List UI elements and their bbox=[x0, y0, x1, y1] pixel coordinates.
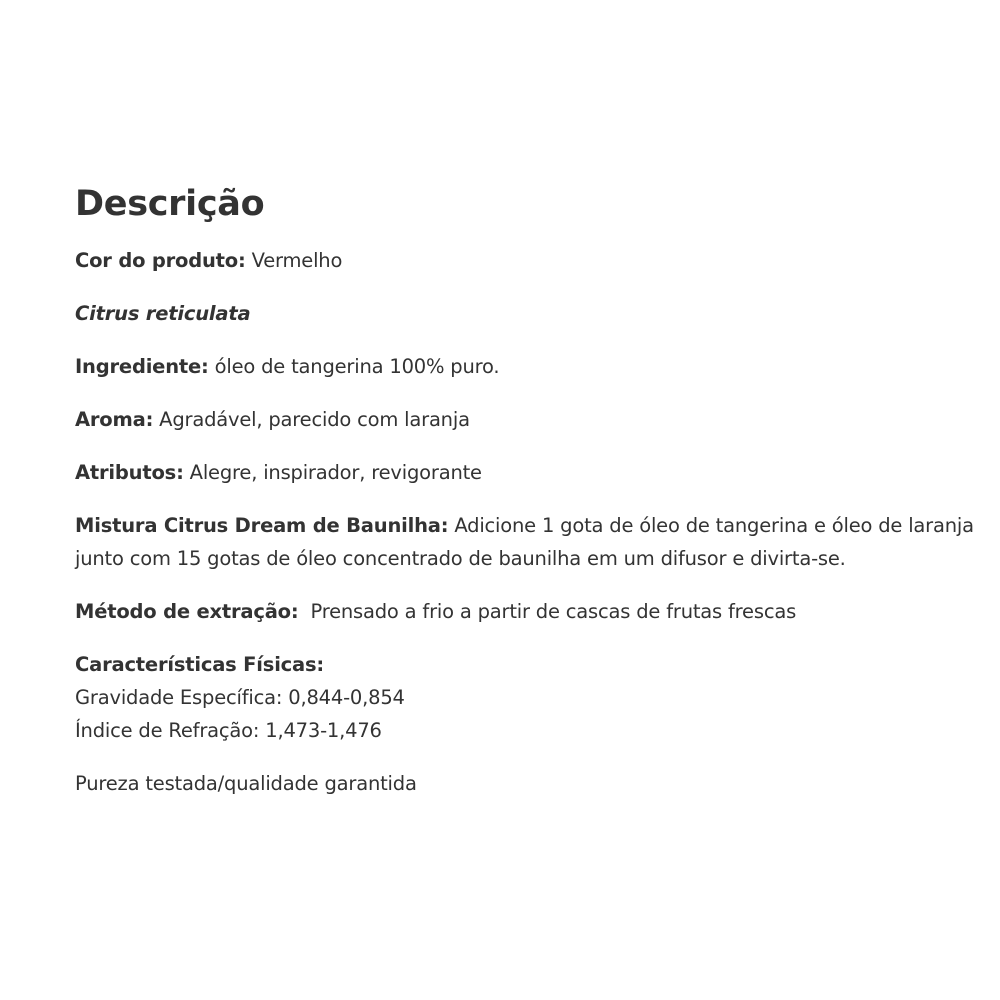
attributes-value: Alegre, inspirador, revigorante bbox=[183, 461, 482, 484]
extraction-method-label: Método de extração: bbox=[75, 600, 299, 623]
blend-recipe-label: Mistura Citrus Dream de Baunilha: bbox=[75, 514, 449, 537]
refraction-index: Índice de Refração: 1,473-1,476 bbox=[75, 719, 382, 742]
attributes bbox=[75, 456, 975, 489]
blend-recipe bbox=[75, 509, 975, 575]
product-description bbox=[75, 178, 975, 820]
aroma bbox=[75, 403, 975, 436]
product-color-value: Vermelho bbox=[245, 249, 343, 272]
species-name bbox=[75, 297, 975, 330]
ingredient-label: Ingrediente: bbox=[75, 355, 209, 378]
extraction-method bbox=[75, 595, 975, 628]
extraction-method-value: Prensado a frio a partir de cascas de frutas frescas bbox=[298, 600, 797, 623]
attributes-label: Atributos: bbox=[75, 461, 184, 484]
description-title: Descrição bbox=[75, 184, 265, 224]
specific-gravity: Gravidade Específica: 0,844-0,854 bbox=[75, 686, 405, 709]
physical-characteristics bbox=[75, 648, 975, 747]
ingredient-value: óleo de tangerina 100% puro. bbox=[208, 355, 500, 378]
aroma-label: Aroma: bbox=[75, 408, 154, 431]
purity-statement: Pureza testada/qualidade garantida bbox=[75, 772, 417, 795]
product-color bbox=[75, 244, 975, 277]
blend-recipe-value: Adicione 1 gota de óleo de tangerina e óleo de laranja junto com 15 gotas de óleo concentrado de baunilha em um difusor e divirta-se. bbox=[75, 514, 974, 570]
ingredient bbox=[75, 350, 975, 383]
product-color-label: Cor do produto: bbox=[75, 249, 246, 272]
aroma-value: Agradável, parecido com laranja bbox=[153, 408, 470, 431]
physical-characteristics-label: Características Físicas: bbox=[75, 653, 324, 676]
species-name-text: Citrus reticulata bbox=[75, 302, 251, 325]
